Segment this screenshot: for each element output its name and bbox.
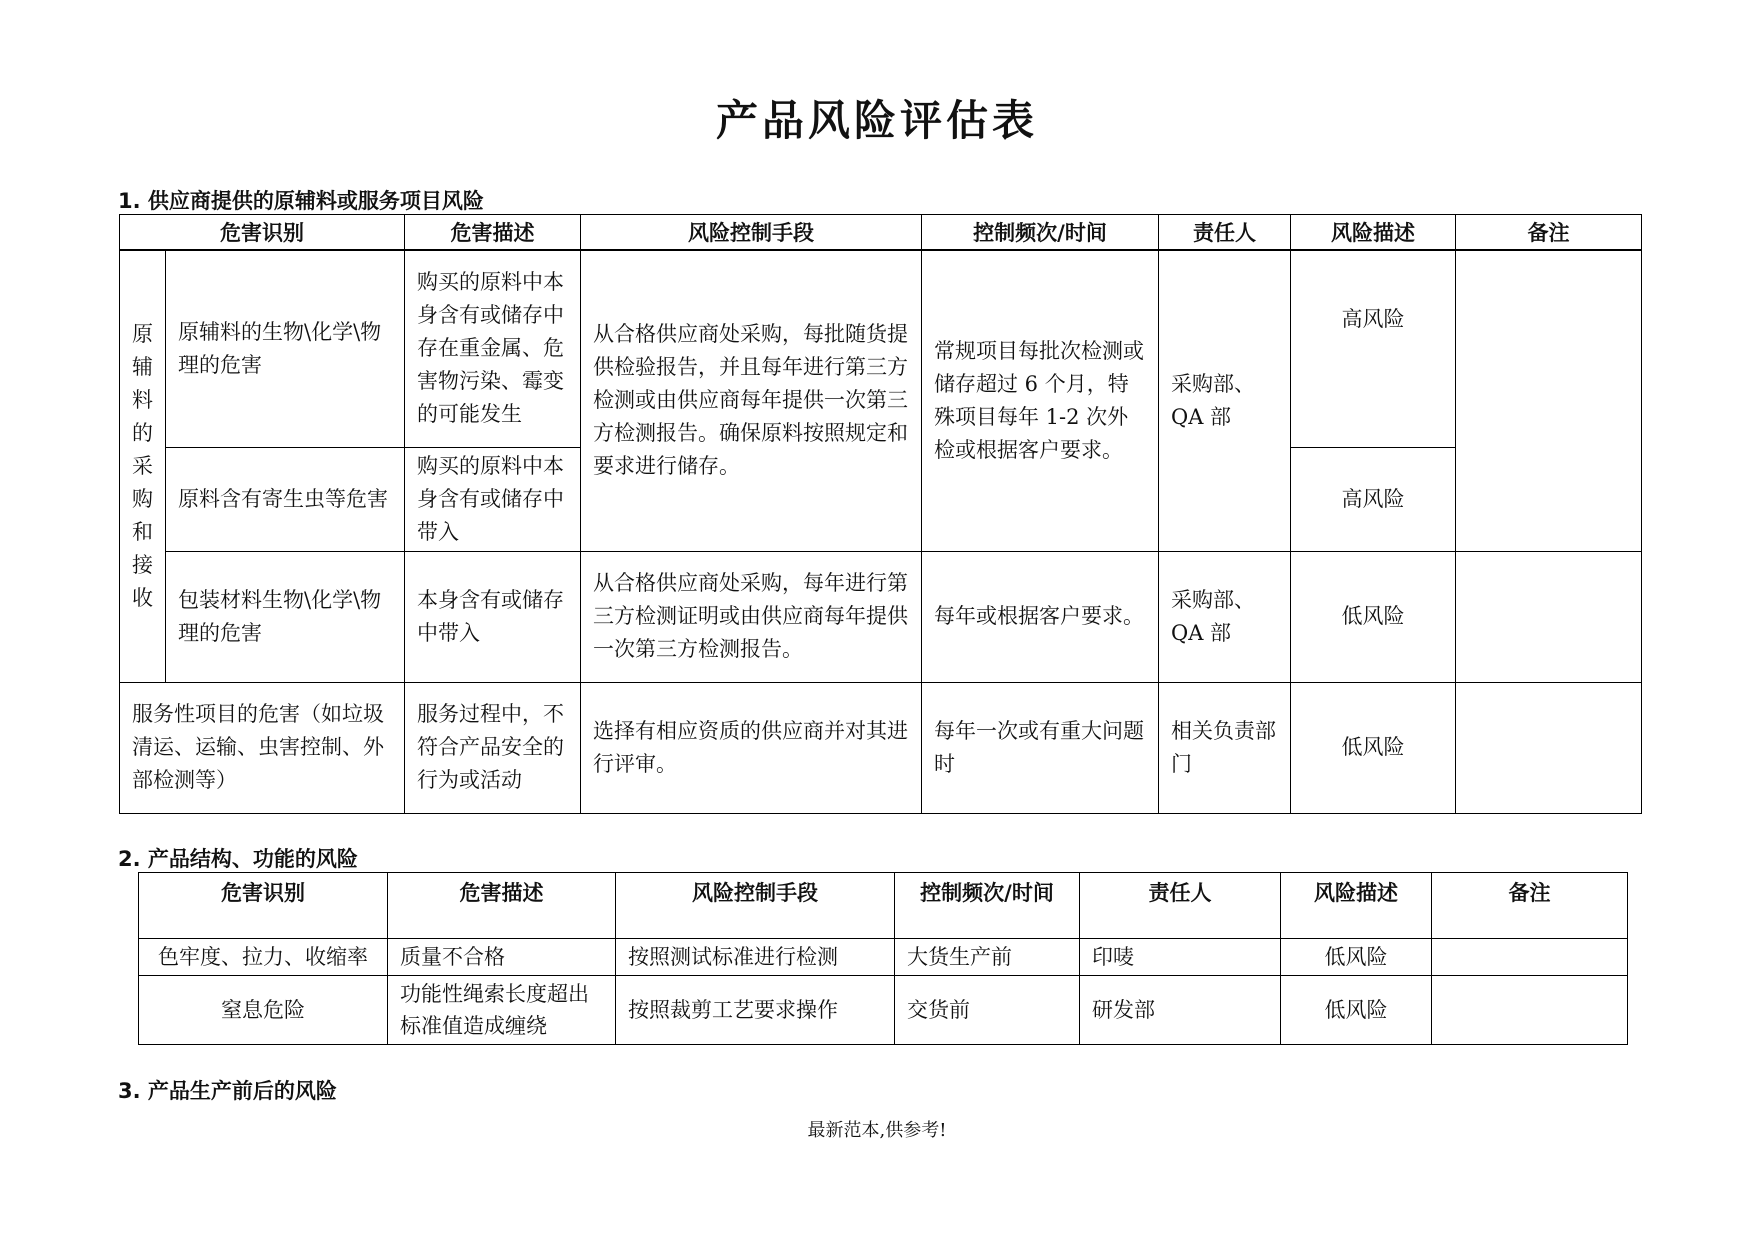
section-3-heading: 3. 产品生产前后的风险	[118, 1079, 337, 1103]
risk-cell: 低风险	[1291, 682, 1456, 813]
hazard-cell: 窒息危险	[139, 976, 388, 1045]
control-cell: 按照裁剪工艺要求操作	[616, 976, 895, 1045]
header-owner: 责任人	[1159, 215, 1291, 251]
supplier-risk-table	[119, 214, 1642, 814]
table-header-row	[139, 873, 1628, 939]
document-title: 产品风险评估表	[715, 96, 1038, 145]
control-cell: 选择有相应资质的供应商并对其进行评审。	[581, 682, 922, 813]
header-hazard-id: 危害识别	[120, 215, 405, 251]
owner-cell: 采购部、QA 部	[1159, 250, 1291, 551]
header-frequency: 控制频次/时间	[922, 215, 1159, 251]
owner-cell: 相关负责部门	[1159, 682, 1291, 813]
description-cell: 本身含有或储存中带入	[405, 551, 581, 682]
product-structure-risk-table	[138, 872, 1628, 1045]
frequency-cell: 常规项目每批次检测或储存超过 6 个月，特殊项目每年 1-2 次外检或根据客户要求。	[922, 250, 1159, 551]
header-risk: 风险描述	[1281, 873, 1432, 939]
description-cell: 功能性绳索长度超出标准值造成缠绕	[388, 976, 616, 1045]
header-control: 风险控制手段	[581, 215, 922, 251]
frequency-cell: 大货生产前	[895, 939, 1080, 976]
description-cell: 购买的原料中本身含有或储存中带入	[405, 447, 581, 551]
risk-cell: 低风险	[1281, 976, 1432, 1045]
frequency-cell: 交货前	[895, 976, 1080, 1045]
header-frequency: 控制频次/时间	[895, 873, 1080, 939]
table-row	[120, 250, 1642, 447]
remark-cell	[1456, 551, 1642, 682]
hazard-cell: 原料含有寄生虫等危害	[166, 447, 405, 551]
owner-cell: 研发部	[1080, 976, 1281, 1045]
header-owner: 责任人	[1080, 873, 1281, 939]
owner-cell: 采购部、QA 部	[1159, 551, 1291, 682]
header-hazard-id: 危害识别	[139, 873, 388, 939]
owner-cell: 印唛	[1080, 939, 1281, 976]
group-label: 原辅料的采购和接收	[132, 321, 153, 610]
table-row	[120, 682, 1642, 813]
header-hazard-desc: 危害描述	[405, 215, 581, 251]
section-1-heading: 1. 供应商提供的原辅料或服务项目风险	[118, 189, 484, 213]
header-hazard-desc: 危害描述	[388, 873, 616, 939]
control-cell: 从合格供应商处采购，每年进行第三方检测证明或由供应商每年提供一次第三方检测报告。	[581, 551, 922, 682]
control-cell: 从合格供应商处采购，每批随货提供检验报告，并且每年进行第三方检测或由供应商每年提供一次第三方检测报告。确保原料按照规定和要求进行储存。	[581, 250, 922, 551]
control-cell: 按照测试标准进行检测	[616, 939, 895, 976]
description-cell: 购买的原料中本身含有或储存中存在重金属、危害物污染、霉变的可能发生	[405, 250, 581, 447]
description-cell: 服务过程中，不符合产品安全的行为或活动	[405, 682, 581, 813]
header-remark: 备注	[1456, 215, 1642, 251]
section-2-heading: 2. 产品结构、功能的风险	[118, 847, 358, 871]
header-risk: 风险描述	[1291, 215, 1456, 251]
header-control: 风险控制手段	[616, 873, 895, 939]
remark-cell	[1432, 976, 1628, 1045]
description-cell: 质量不合格	[388, 939, 616, 976]
risk-cell: 高风险	[1291, 447, 1456, 551]
hazard-cell: 包装材料生物\化学\物理的危害	[166, 551, 405, 682]
frequency-cell: 每年或根据客户要求。	[922, 551, 1159, 682]
remark-cell	[1432, 939, 1628, 976]
hazard-cell: 色牢度、拉力、收缩率	[139, 939, 388, 976]
table-header-row	[120, 215, 1642, 251]
hazard-cell: 原辅料的生物\化学\物理的危害	[166, 250, 405, 447]
remark-cell	[1456, 250, 1642, 551]
table-row	[139, 939, 1628, 976]
header-remark: 备注	[1432, 873, 1628, 939]
group-label-cell	[120, 250, 166, 682]
frequency-cell: 每年一次或有重大问题时	[922, 682, 1159, 813]
remark-cell	[1456, 682, 1642, 813]
table-row	[120, 551, 1642, 682]
table-row	[139, 976, 1628, 1045]
risk-cell: 低风险	[1281, 939, 1432, 976]
footer-note: 最新范本,供参考!	[807, 1120, 947, 1141]
risk-cell: 低风险	[1291, 551, 1456, 682]
risk-cell: 高风险	[1291, 250, 1456, 447]
hazard-cell: 服务性项目的危害（如垃圾清运、运输、虫害控制、外部检测等）	[120, 682, 405, 813]
